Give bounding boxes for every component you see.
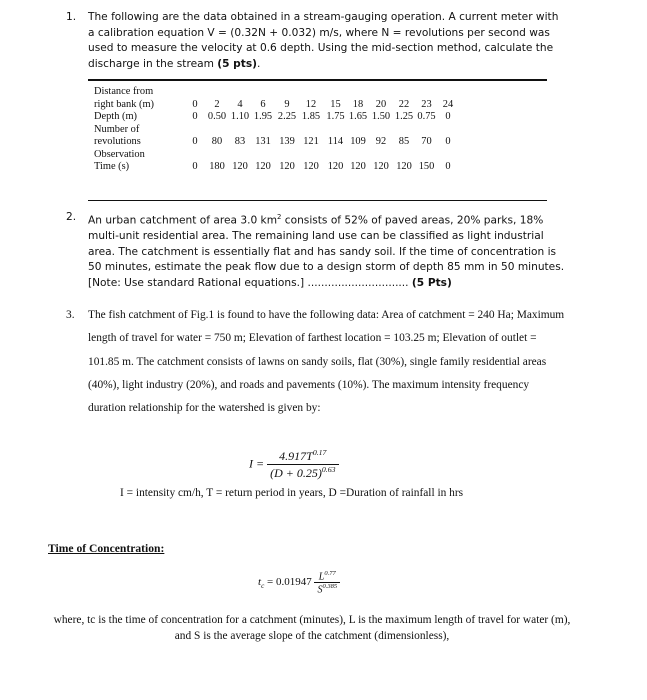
table-cell xyxy=(324,124,347,137)
table-cell: 120 xyxy=(327,161,344,172)
table-cell xyxy=(369,149,393,162)
table-cell xyxy=(324,149,347,162)
table-cell: 114 xyxy=(327,136,344,147)
table-cell xyxy=(250,124,276,137)
table-cell xyxy=(369,86,393,99)
table-row xyxy=(94,161,458,174)
table-top-rule xyxy=(88,79,547,81)
table-cell: 0 xyxy=(192,161,198,172)
question-2-points: (5 Pts) xyxy=(411,276,452,289)
toc-definition: where, tc is the time of concentration for a catchment (minutes), L is the maximum length of travel for water (m), and S is the average slope of the catchment (dimensionless), xyxy=(53,614,571,642)
table-cell: 6 xyxy=(260,98,266,110)
table-cell xyxy=(347,149,369,162)
table-cell: 131 xyxy=(255,136,271,147)
table-cell: 80 xyxy=(211,136,223,147)
table-cell xyxy=(250,86,276,99)
row-label: Distance from xyxy=(94,86,154,97)
table-cell: 83 xyxy=(234,136,246,147)
table-cell xyxy=(230,124,250,137)
question-2-text: An urban catchment of area 3.0 $km^2$ consists of 52% of paved areas, 20% parks, 18% multi-unit residential area. The remaining land use can be classified as light industrial area. The catchment is essentially flat and has sandy soil. If the time of concentration is 50 minutes, estimate the peak flow due to a design storm of depth 85 mm in 50 minutes. [Note: Use standard Rational equations.] .............................. (5 Pts) xyxy=(88,213,565,289)
table-cell: 120 xyxy=(350,161,366,172)
toc-equation: $t_c = 0.01947$ $\frac{L^{0.77}}{S^{0.385}}$ xyxy=(258,570,340,596)
question-1-number: 1. xyxy=(66,11,77,23)
table-cell: 120 xyxy=(373,161,389,172)
table-cell xyxy=(230,149,250,162)
question-2-dots: .............................. xyxy=(307,276,409,289)
table-cell: 24 xyxy=(442,98,454,110)
table-cell xyxy=(393,149,415,162)
table-cell: 0 xyxy=(192,98,198,110)
toc-heading: Time of Concentration: xyxy=(48,542,165,555)
table-cell xyxy=(204,149,230,162)
table-cell: 121 xyxy=(303,136,319,147)
row-label: Time (s) xyxy=(94,161,130,172)
table-cell xyxy=(186,149,204,162)
table-cell xyxy=(415,124,438,137)
table-cell: 23 xyxy=(421,98,432,110)
table-row xyxy=(94,86,458,99)
table-cell xyxy=(298,149,324,162)
question-3 xyxy=(66,304,566,420)
row-label: Number of xyxy=(94,123,140,135)
table-cell xyxy=(438,149,458,162)
table-cell xyxy=(347,124,369,137)
table-cell: 120 xyxy=(232,161,248,172)
table-cell: 120 xyxy=(255,161,271,172)
table-cell: 1.50 xyxy=(371,111,391,122)
question-3-number: 3. xyxy=(66,309,75,321)
table-cell: 0 xyxy=(445,161,451,172)
question-1-points: (5 pts) xyxy=(217,57,257,70)
table-cell xyxy=(230,86,250,99)
table-cell: 2.25 xyxy=(277,111,297,122)
table-cell xyxy=(186,124,204,137)
row-label: Depth (m) xyxy=(94,111,137,122)
table-cell xyxy=(393,124,415,137)
table-cell: 4 xyxy=(237,98,243,110)
table-cell xyxy=(186,86,204,99)
table-cell: 120 xyxy=(396,161,412,172)
table-cell: 70 xyxy=(421,136,432,147)
table-cell xyxy=(204,124,230,137)
table-cell: 12 xyxy=(305,98,317,110)
table-cell: 0 xyxy=(445,136,451,147)
table-cell: 1.75 xyxy=(326,111,345,122)
question-1 xyxy=(66,10,566,72)
table-cell: 1.10 xyxy=(230,111,250,122)
gauging-data-table xyxy=(94,86,458,174)
table-cell xyxy=(347,86,369,99)
table-bottom-rule xyxy=(88,200,547,201)
table-cell xyxy=(438,124,458,137)
question-2 xyxy=(66,210,566,292)
table-cell: 1.65 xyxy=(348,111,368,122)
intensity-legend: I = intensity cm/h, T = return period in years, D =Duration of rainfall in hrs xyxy=(120,487,464,499)
table-cell: 0 xyxy=(445,111,451,122)
table-cell: 0.75 xyxy=(417,111,436,122)
table-cell xyxy=(204,86,230,99)
table-cell: 109 xyxy=(350,136,366,147)
table-cell xyxy=(369,124,393,137)
table-row xyxy=(94,99,458,112)
table-row xyxy=(94,124,458,137)
table-cell: 1.85 xyxy=(301,111,321,122)
table-cell: 120 xyxy=(279,161,295,172)
table-cell xyxy=(438,86,458,99)
table-cell xyxy=(276,149,298,162)
table-cell xyxy=(276,86,298,99)
table-cell xyxy=(250,149,276,162)
question-1-text: The following are the data obtained in a stream-gauging operation. A current meter with a calibration equation V = (0.32N + 0.032) m/s, where N = revolutions per second was used to measure the velocity at 0.6 depth. Using the mid-section method, calculate the discharge in the stream (5 pts). xyxy=(88,11,559,70)
table-cell xyxy=(298,86,324,99)
table-cell xyxy=(276,124,298,137)
row-label: Observation xyxy=(94,148,145,160)
row-label: revolutions xyxy=(94,136,141,147)
table-cell: 15 xyxy=(330,98,341,110)
table-cell: 120 xyxy=(303,161,319,172)
question-3-text: The fish catchment of Fig.1 is found to have the following data: Area of catchment = 240 Ha; Maximum length of travel for water = 750 m; Elevation of farthest location = 103.25 m; Elevation of outlet = 101.85 m. The catchment consists of lawns on sandy soils, flat (30%), single family residential areas (40%), light industry (20%), and roads and pavements (10%). The maximum intensity frequency duration relationship for the watershed is given by: xyxy=(88,309,565,415)
table-cell xyxy=(324,86,347,99)
table-row xyxy=(94,149,458,162)
intensity-equation: I = $\frac{4.917T^{0.17}}{(D + 0.25)^{0.63}}$ xyxy=(249,448,339,481)
table-cell: 0 xyxy=(192,136,198,147)
table-row xyxy=(94,136,458,149)
table-cell: 20 xyxy=(375,98,387,110)
table-cell: 0 xyxy=(192,111,198,122)
table-cell xyxy=(415,149,438,162)
table-cell xyxy=(298,124,324,137)
table-cell: 139 xyxy=(279,136,295,147)
table-row xyxy=(94,111,458,124)
table-cell: 92 xyxy=(375,136,387,147)
table-cell: 150 xyxy=(418,161,435,172)
table-cell xyxy=(415,86,438,99)
table-cell: 2 xyxy=(214,98,220,110)
table-cell: 0.50 xyxy=(207,111,227,122)
table-cell: 1.25 xyxy=(394,111,414,122)
table-cell: 18 xyxy=(352,98,364,110)
table-cell: 85 xyxy=(398,136,410,147)
table-cell: 9 xyxy=(284,98,290,110)
question-2-number: 2. xyxy=(66,211,77,223)
row-label: right bank (m) xyxy=(94,98,155,110)
table-cell: 22 xyxy=(398,98,410,110)
table-cell: 180 xyxy=(209,161,225,172)
table-cell: 1.95 xyxy=(253,111,273,122)
table-cell xyxy=(393,86,415,99)
